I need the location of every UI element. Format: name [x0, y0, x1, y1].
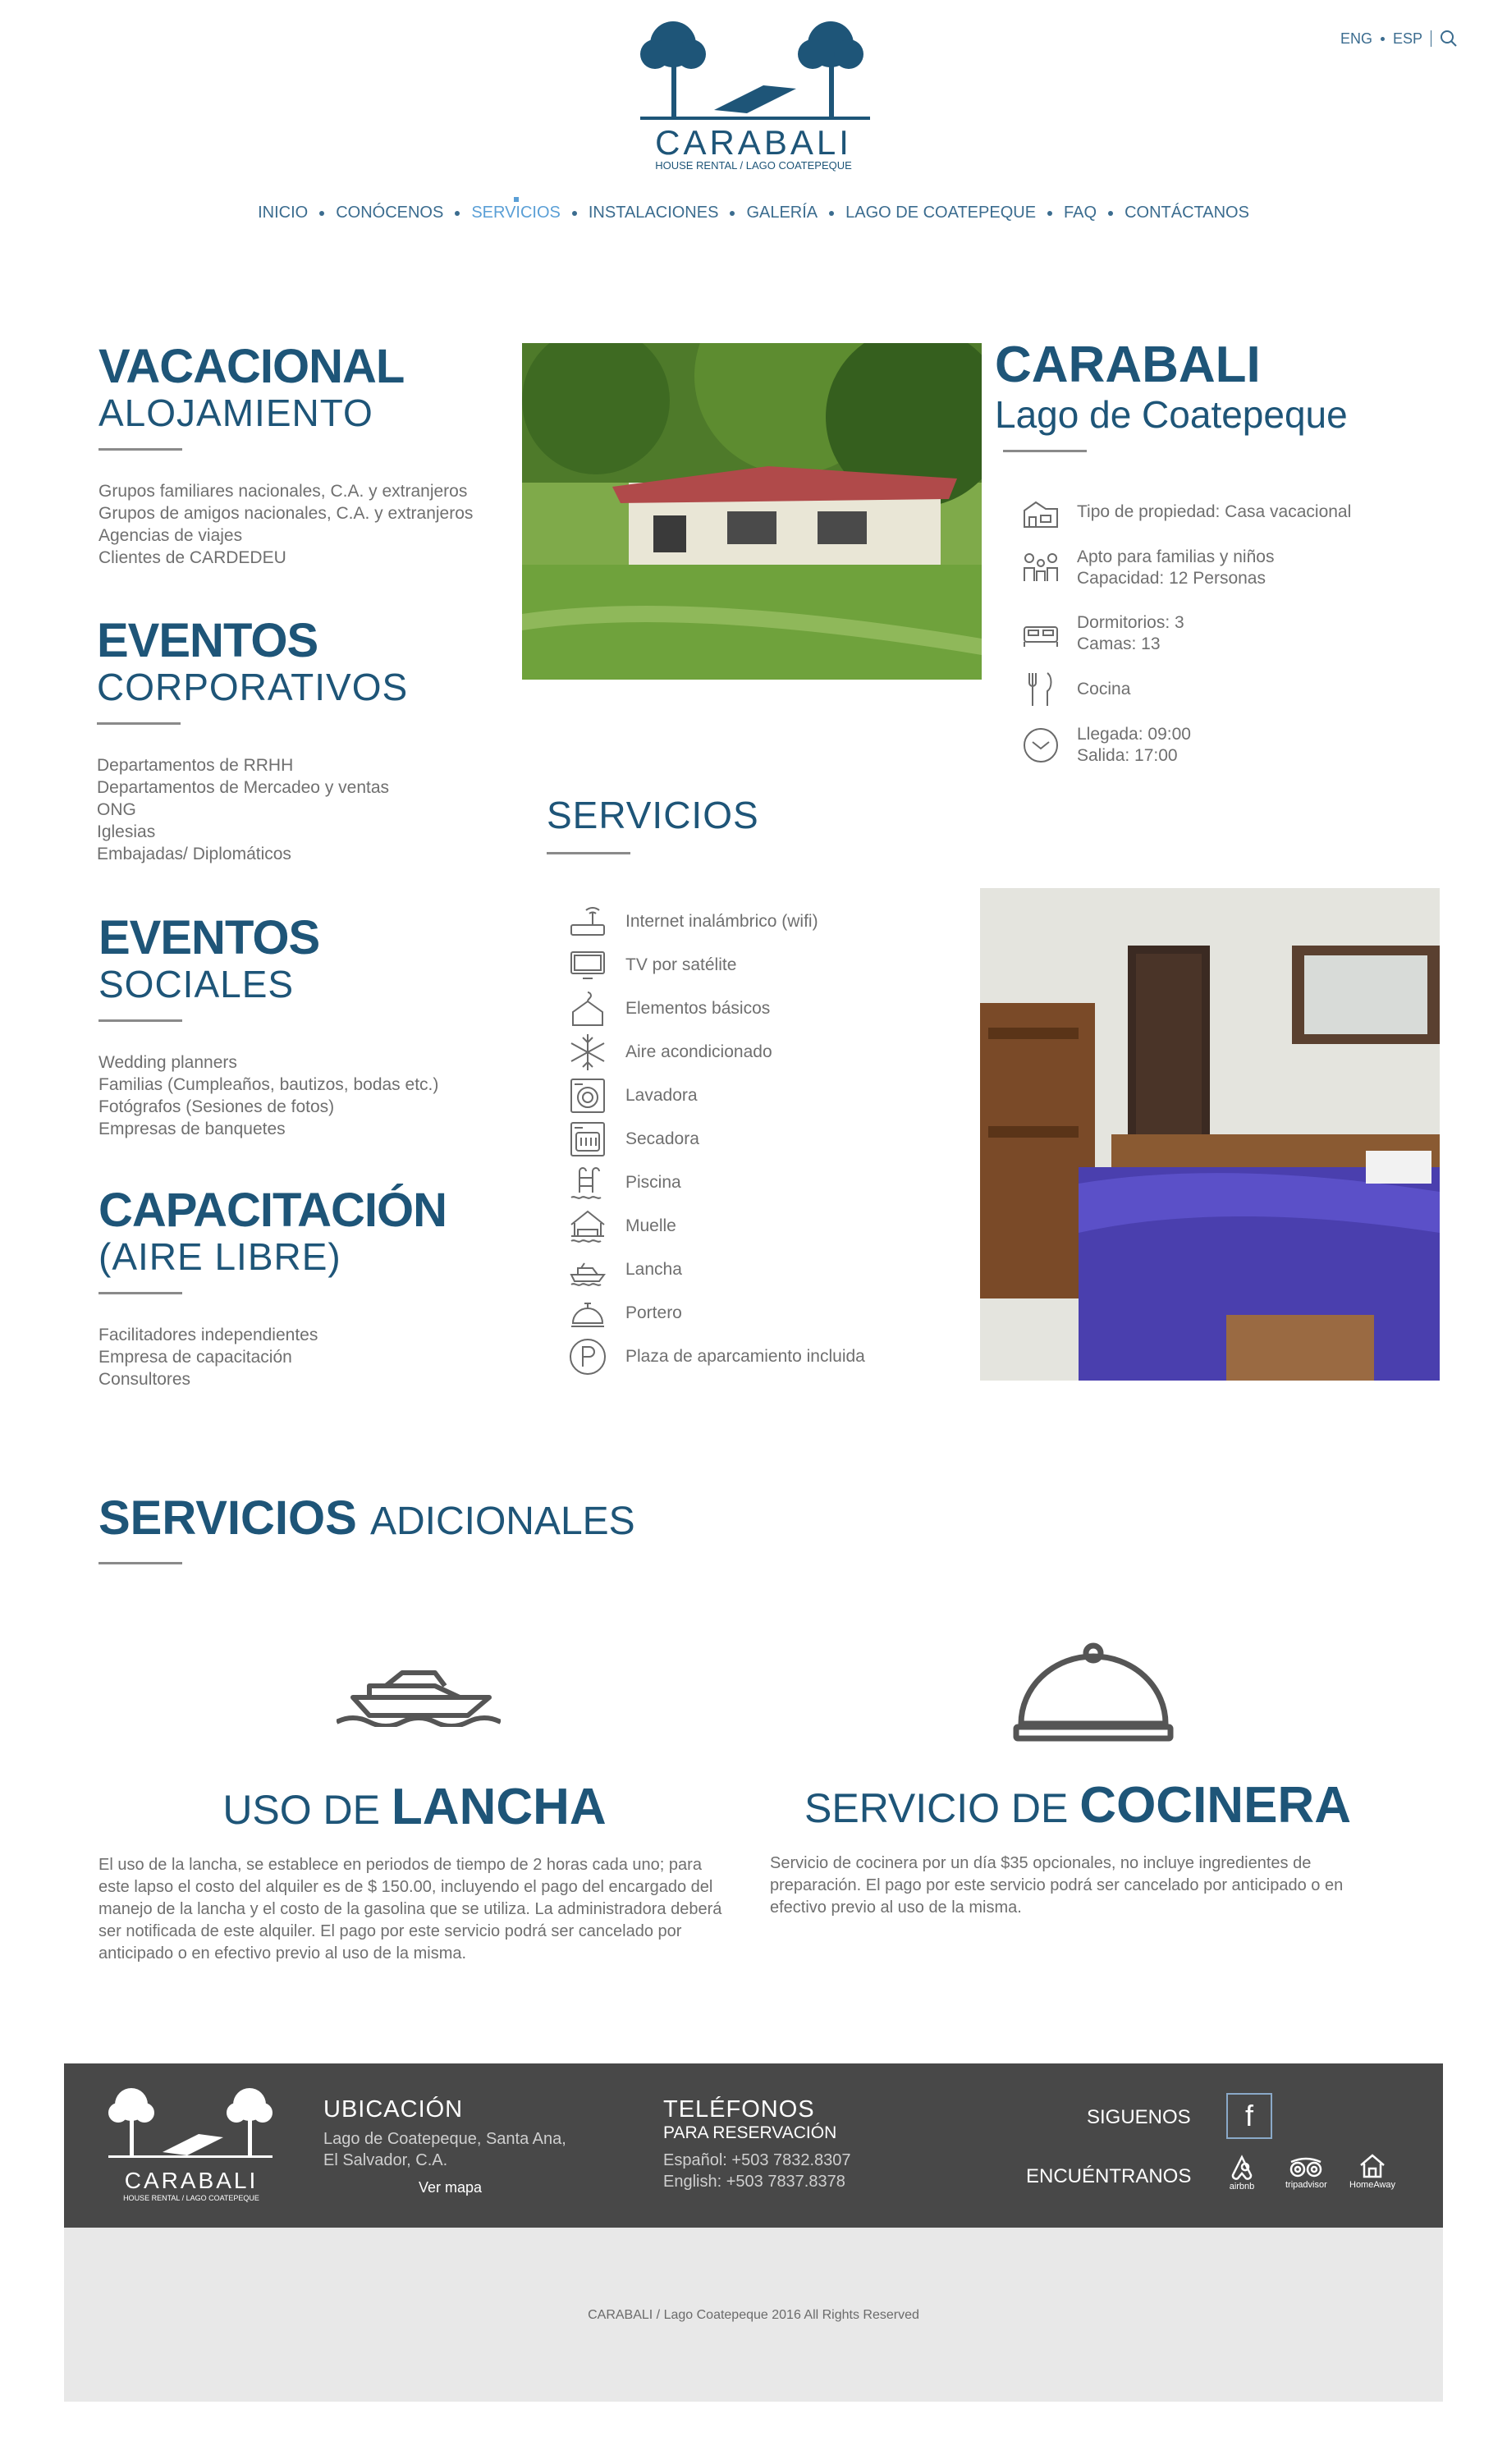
service-item: [568, 1204, 962, 1248]
nav-lago[interactable]: LAGO DE COATEPEQUE: [845, 204, 1037, 222]
category-subtitle: ALOJAMIENTO: [98, 392, 373, 434]
additional-title-bold: SERVICIOS: [98, 1491, 357, 1545]
list-item: ONG: [97, 800, 136, 819]
detail-capacity: [1021, 535, 1448, 601]
copyright-text: CARABALI / Lago Coatepeque 2016 All Rights Reserved: [588, 2308, 919, 2322]
service-item: [568, 987, 962, 1030]
house-image: [522, 343, 982, 680]
nav-faq[interactable]: FAQ: [1064, 204, 1097, 222]
list-item: Facilitadores independientes: [98, 1326, 318, 1344]
trees-logo-icon: [97, 2086, 286, 2160]
category-list: [97, 754, 507, 865]
search-icon[interactable]: [1440, 30, 1458, 48]
list-item: Wedding planners: [98, 1053, 237, 1072]
bedroom-image: [980, 888, 1440, 1381]
find-label: ENCUÉNTRANOS: [1026, 2165, 1192, 2187]
nav-separator: [1047, 211, 1052, 216]
nav-separator: [1108, 211, 1113, 216]
washer-icon: [568, 1076, 607, 1115]
service-item: [568, 900, 962, 943]
lang-dot: [1381, 37, 1385, 41]
service-item: [568, 1117, 962, 1161]
category-subtitle: SOCIALES: [98, 963, 295, 1005]
detail-kitchen: [1021, 666, 1448, 712]
nav-separator: [829, 211, 834, 216]
service-item: [568, 943, 962, 987]
category-list: [98, 1324, 525, 1390]
property-details: [1021, 489, 1448, 778]
detail-text: Llegada: 09:00: [1077, 725, 1191, 744]
category-title: CAPACITACIÓN: [98, 1184, 447, 1237]
list-item: Departamentos de Mercadeo y ventas: [97, 778, 390, 797]
additional-header: [98, 1491, 837, 1564]
phone-spanish[interactable]: Español: +503 7832.8307: [663, 2151, 851, 2169]
nav-galeria[interactable]: GALERÍA: [746, 204, 818, 222]
cocinera-description: Servicio de cocinera por un día $35 opcionales, no incluye ingredientes de preparación. El pago por este servicio podrá ser cancelado por anticipado o en efectivo previo al uso de la misma.: [770, 1854, 1344, 1917]
bell-icon: [568, 1294, 607, 1333]
divider: [98, 448, 182, 451]
parking-icon: [568, 1337, 607, 1376]
follow-label: SIGUENOS: [1087, 2106, 1191, 2128]
detail-text: Cocina: [1077, 680, 1131, 698]
service-card-lancha: [98, 1653, 731, 1965]
cocinera-title-light: SERVICIO DE: [804, 1785, 1069, 1831]
tripadvisor-label: tripadvisor: [1285, 2180, 1327, 2190]
nav-servicios[interactable]: SERVICIOS: [471, 204, 561, 222]
detail-rooms: [1021, 601, 1448, 666]
airbnb-link[interactable]: [1228, 2154, 1256, 2191]
detail-text: Salida: 17:00: [1077, 746, 1178, 765]
service-item: [568, 1335, 962, 1378]
homeaway-icon: [1358, 2152, 1387, 2180]
footer-logo-sub: HOUSE RENTAL / LAGO COATEPEQUE: [123, 2194, 259, 2202]
service-label: Aire acondicionado: [625, 1042, 772, 1061]
divider: [98, 1292, 182, 1294]
footer-phones: [663, 2096, 959, 2192]
service-label: Elementos básicos: [625, 998, 771, 1018]
nav-inicio[interactable]: INICIO: [258, 204, 309, 222]
logo-subtitle: HOUSE RENTAL / LAGO COATEPEQUE: [655, 159, 852, 172]
family-icon: [1021, 548, 1060, 588]
homeaway-link[interactable]: [1349, 2152, 1395, 2190]
dryer-icon: [568, 1120, 607, 1159]
detail-text: Capacidad: 12 Personas: [1077, 569, 1266, 588]
site-logo[interactable]: [624, 20, 883, 181]
dock-icon: [568, 1207, 607, 1246]
footer-location: [323, 2096, 619, 2196]
homeaway-label: HomeAway: [1349, 2180, 1396, 2190]
house-photo: [522, 343, 982, 680]
phones-title: TELÉFONOS: [663, 2096, 815, 2123]
boat-icon: [568, 1250, 607, 1289]
service-label: Lancha: [625, 1259, 682, 1279]
service-label: Secadora: [625, 1129, 699, 1148]
lang-en-link[interactable]: ENG: [1340, 30, 1372, 47]
pool-icon: [568, 1163, 607, 1202]
cloche-icon: [1013, 1642, 1174, 1743]
location-title: UBICACIÓN: [323, 2096, 464, 2123]
service-card-cocinera: [770, 1642, 1386, 1919]
services-list: [568, 900, 962, 1378]
snowflake-icon: [568, 1033, 607, 1072]
detail-text: Dormitorios: 3: [1077, 613, 1184, 632]
property-header: [995, 337, 1454, 452]
category-list: [98, 480, 509, 569]
logo-title: CARABALI: [655, 123, 852, 162]
property-subtitle: Lago de Coatepeque: [995, 393, 1348, 436]
detail-type: [1021, 489, 1448, 535]
lancha-title-bold: LANCHA: [391, 1779, 607, 1835]
category-title: EVENTOS: [98, 911, 320, 964]
facebook-icon[interactable]: f: [1226, 2093, 1272, 2139]
location-line: El Salvador, C.A.: [323, 2151, 448, 2169]
category-list: [98, 1051, 509, 1140]
property-title: CARABALI: [995, 337, 1261, 393]
nav-separator: [572, 211, 577, 216]
category-subtitle: (AIRE LIBRE): [98, 1235, 341, 1278]
lancha-description: El uso de la lancha, se establece en periodos de tiempo de 2 horas cada uno; para este lapso el costo del alquiler es de $ 150.00, incluyendo el pago del encargado del manejo de la lancha y el costo de la gasolina que se utiliza. La administradora deberá ser notificada de este alquiler. El pago por este servicio podrá ser cancelado por anticipado o en efectivo previo al uso de la misma.: [98, 1856, 722, 1962]
service-item: [568, 1291, 962, 1335]
airbnb-icon: [1228, 2154, 1256, 2182]
site-footer: [64, 2063, 1443, 2228]
yacht-icon: [337, 1653, 501, 1727]
main-nav: [0, 204, 1507, 222]
category-title: EVENTOS: [97, 614, 318, 667]
list-item: Empresa de capacitación: [98, 1348, 292, 1367]
list-item: Departamentos de RRHH: [97, 756, 294, 775]
service-item: [568, 1248, 962, 1291]
nav-conocenos[interactable]: CONÓCENOS: [336, 204, 444, 222]
detail-text: Tipo de propiedad: Casa vacacional: [1077, 502, 1352, 521]
footer-logo[interactable]: [97, 2086, 286, 2202]
divider: [1003, 450, 1087, 452]
clock-icon: [1021, 726, 1060, 765]
service-label: Portero: [625, 1303, 682, 1322]
house-icon: [1021, 492, 1060, 532]
lancha-title-light: USO DE: [222, 1787, 381, 1833]
divider: [97, 722, 181, 725]
category-title: VACACIONAL: [98, 340, 405, 393]
divider: [98, 1019, 182, 1022]
trees-logo-icon: [624, 20, 883, 126]
list-item: Consultores: [98, 1370, 191, 1389]
detail-text: Camas: 13: [1077, 634, 1161, 653]
location-line: Lago de Coatepeque, Santa Ana,: [323, 2130, 566, 2148]
additional-title-light: ADICIONALES: [369, 1500, 635, 1543]
phones-subtitle: PARA RESERVACIÓN: [663, 2123, 837, 2142]
tv-icon: [568, 946, 607, 985]
nav-contactanos[interactable]: CONTÁCTANOS: [1125, 204, 1249, 222]
service-label: Lavadora: [625, 1085, 698, 1105]
list-item: Fotógrafos (Sesiones de fotos): [98, 1097, 335, 1116]
divider: [98, 1562, 182, 1564]
list-item: Iglesias: [97, 822, 156, 841]
service-item: [568, 1074, 962, 1117]
category-capacitacion: [98, 1184, 525, 1390]
list-item: Empresas de banquetes: [98, 1120, 286, 1138]
list-item: Familias (Cumpleaños, bautizos, bodas etc.): [98, 1075, 439, 1094]
kitchen-icon: [1021, 670, 1060, 709]
list-item: Grupos familiares nacionales, C.A. y extranjeros: [98, 482, 468, 501]
list-item: Clientes de CARDEDEU: [98, 548, 286, 567]
detail-schedule: [1021, 712, 1448, 778]
service-label: Plaza de aparcamiento incluida: [625, 1346, 865, 1366]
tripadvisor-link[interactable]: [1285, 2155, 1327, 2190]
hanger-icon: [568, 989, 607, 1028]
category-sociales: [98, 911, 509, 1140]
cocinera-title-bold: COCINERA: [1079, 1777, 1351, 1834]
nav-separator: [730, 211, 735, 216]
wifi-router-icon: [568, 902, 607, 941]
nav-separator: [455, 211, 460, 216]
tripadvisor-icon: [1287, 2155, 1325, 2180]
bottom-bar: [64, 2228, 1443, 2402]
category-vacacional: [98, 340, 509, 569]
list-item: Grupos de amigos nacionales, C.A. y extranjeros: [98, 504, 474, 523]
divider: [547, 852, 630, 854]
map-link[interactable]: Ver mapa: [419, 2179, 483, 2196]
services-title: SERVICIOS: [547, 794, 759, 836]
bed-icon: [1021, 614, 1060, 653]
service-item: [568, 1030, 962, 1074]
services-header: [547, 793, 875, 854]
category-subtitle: CORPORATIVOS: [97, 666, 409, 708]
nav-separator: [319, 211, 324, 216]
language-switcher: [1340, 30, 1458, 48]
service-label: TV por satélite: [625, 955, 737, 974]
service-label: Muelle: [625, 1216, 676, 1235]
nav-instalaciones[interactable]: INSTALACIONES: [588, 204, 719, 222]
service-label: Internet inalámbrico (wifi): [625, 911, 818, 931]
bedroom-photo: [980, 888, 1440, 1381]
lang-es-link[interactable]: ESP: [1392, 30, 1422, 47]
list-item: Agencias de viajes: [98, 526, 243, 545]
airbnb-label: airbnb: [1229, 2182, 1255, 2191]
list-item: Embajadas/ Diplomáticos: [97, 845, 291, 863]
phone-english[interactable]: English: +503 7837.8378: [663, 2173, 845, 2191]
footer-logo-title: CARABALI: [124, 2168, 259, 2193]
service-label: Piscina: [625, 1172, 681, 1192]
service-item: [568, 1161, 962, 1204]
detail-text: Apto para familias y niños: [1077, 547, 1275, 566]
category-corporativos: [97, 614, 507, 865]
